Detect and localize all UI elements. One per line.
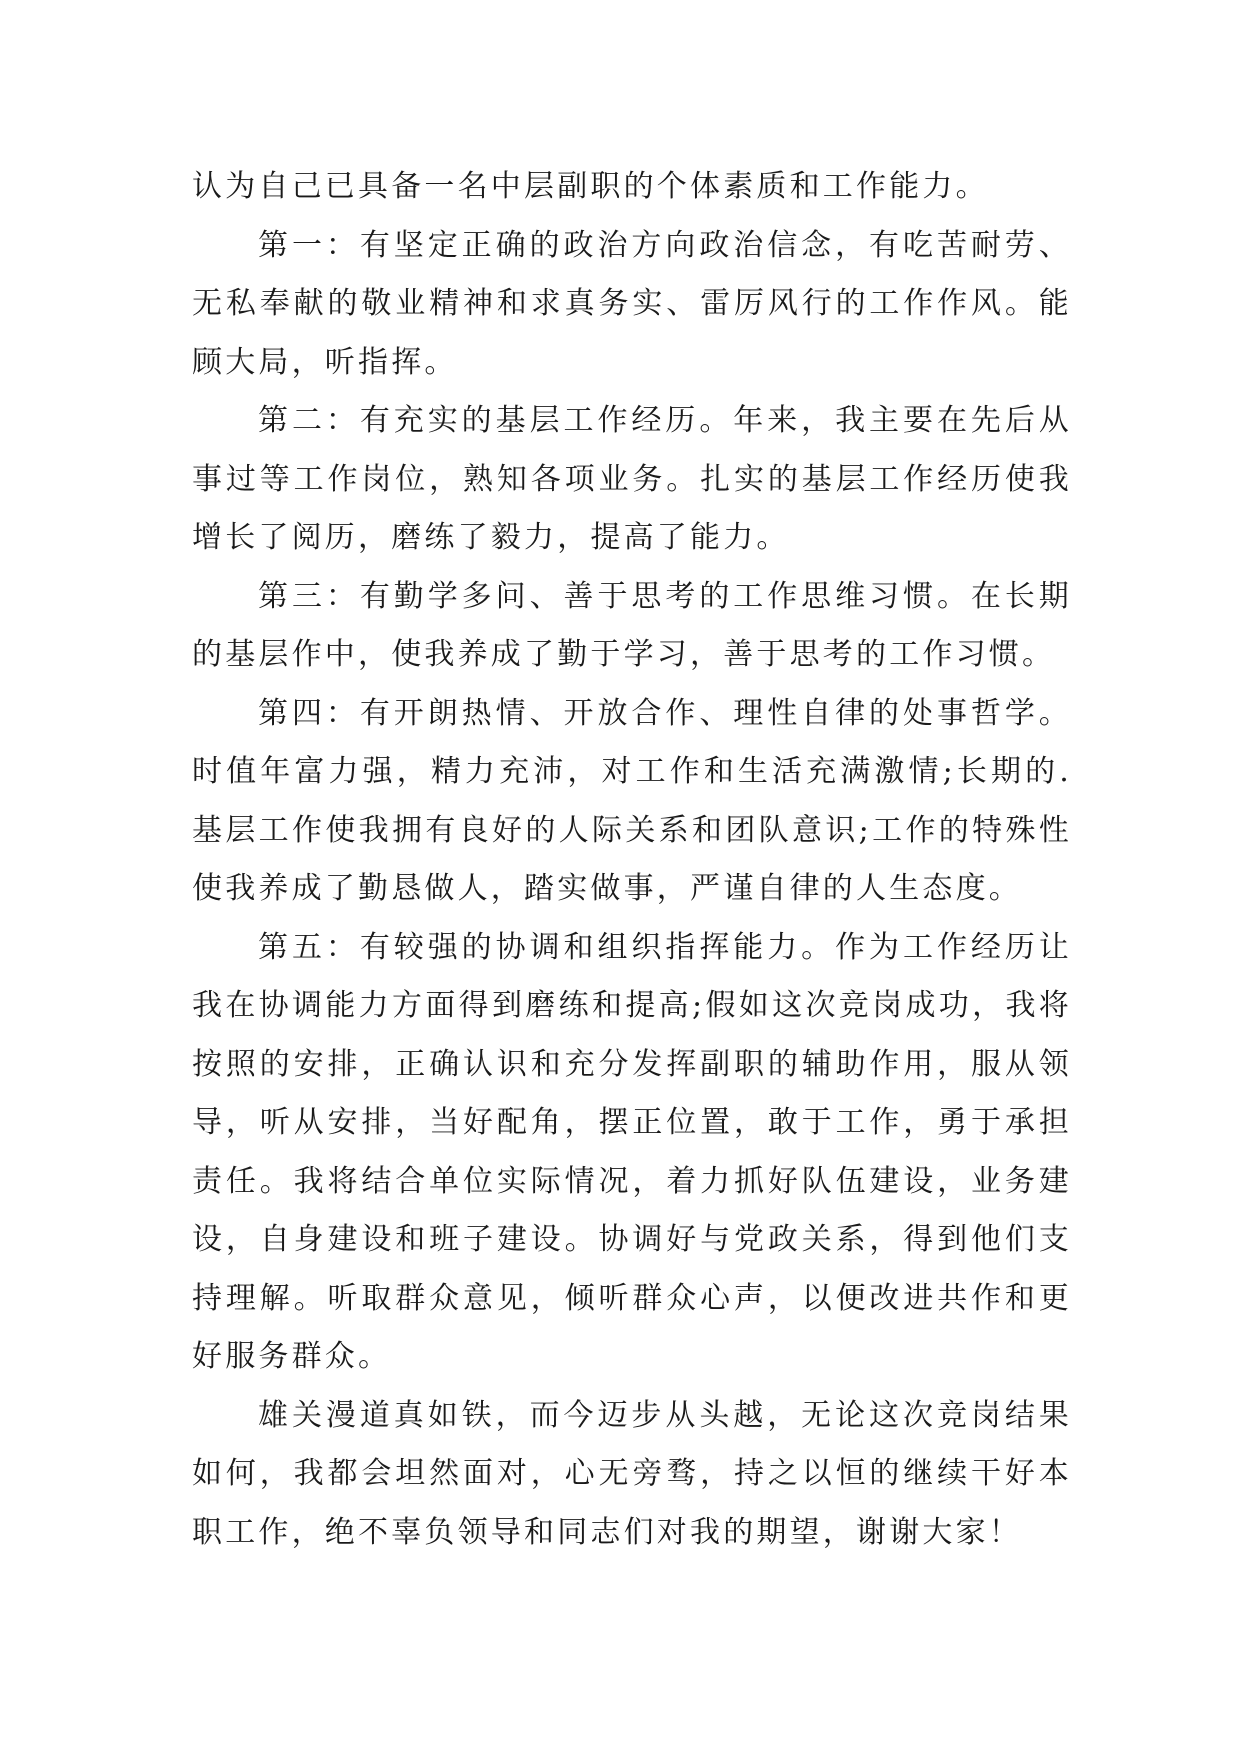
paragraph-intro-closing-line: 认为自己已具备一名中层副职的个体素质和工作能力。: [192, 169, 989, 204]
paragraph-point-three: 第三：有勤学多问、善于思考的工作思维习惯。在长期的基层作中，使我养成了勤于学习，善于思考的工作习惯。: [192, 578, 1072, 672]
paragraph-conclusion: 雄关漫道真如铁，而今迈步从头越，无论这次竞岗结果如何，我都会坦然面对，心无旁骛，持之以恒的继续干好本职工作，绝不辜负领导和同志们对我的期望，谢谢大家！: [192, 1397, 1072, 1550]
paragraph-point-two: 第二：有充实的基层工作经历。年来，我主要在先后从事过等工作岗位，熟知各项业务。扎实的基层工作经历使我增长了阅历，磨练了毅力，提高了能力。: [192, 403, 1072, 555]
paragraph-point-one: 第一：有坚定正确的政治方向政治信念，有吃苦耐劳、无私奉献的敬业精神和求真务实、雷厉风行的工作作风。能顾大局，听指挥。: [192, 227, 1072, 380]
paragraph-point-four: 第四：有开朗热情、开放合作、理性自律的处事哲学。时值年富力强，精力充沛，对工作和生活充满激情;长期的.基层工作使我拥有良好的人际关系和团队意识;工作的特殊性使我养成了勤恳做人，踏实做事，严谨自律的人生态度。: [192, 695, 1072, 906]
paragraph-point-five: 第五：有较强的协调和组织指挥能力。作为工作经历让我在协调能力方面得到磨练和提高;假如这次竞岗成功，我将按照的安排，正确认识和充分发挥副职的辅助作用，服从领导，听从安排，当好配角，摆正位置，敢于工作，勇于承担责任。我将结合单位实际情况，着力抓好队伍建设，业务建设，自身建设和班子建设。协调好与党政关系，得到他们支持理解。听取群众意见，倾听群众心声，以便改进共作和更好服务群众。: [192, 929, 1072, 1374]
document-page: [192, 158, 1072, 1562]
